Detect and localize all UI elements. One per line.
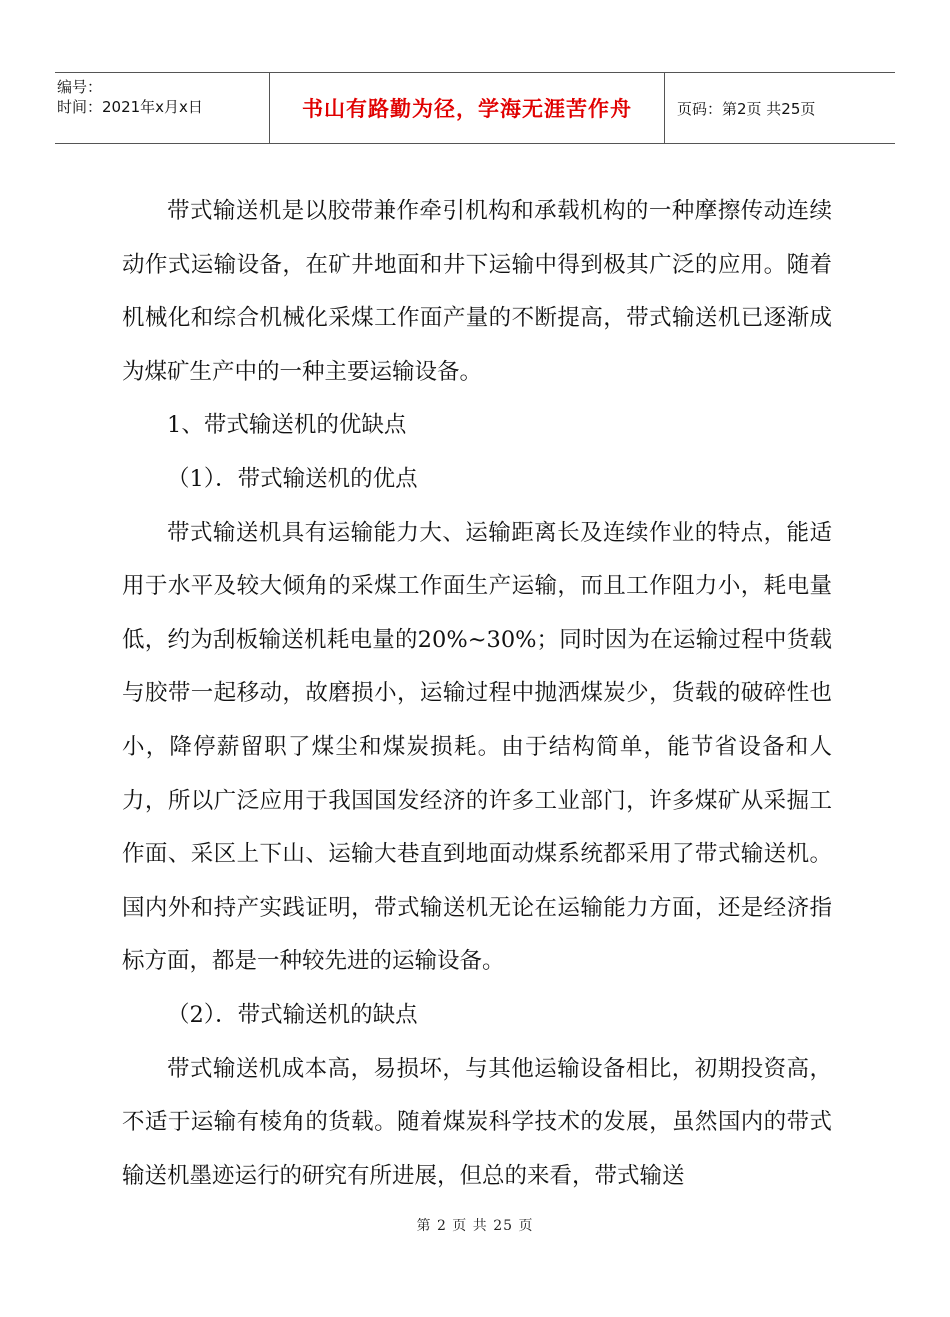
page-header xyxy=(55,72,895,144)
page-footer: 第 2 页 共 25 页 xyxy=(416,1218,534,1234)
subsection-heading-disadvantages: （2）．带式输送机的缺点 xyxy=(167,1001,418,1028)
document-number-label: 编号： xyxy=(57,78,103,96)
subsection-heading-advantages: （1）．带式输送机的优点 xyxy=(167,465,418,492)
paragraph-advantages: 带式输送机具有运输能力大、运输距离长及连续作业的特点，能适用于水平及较大倾角的采煤工作面生产运输，而且工作阻力小，耗电量低，约为刮板输送机耗电量的20%~30%；同时因为在运输过程中货载与胶带一起移动，故磨损小，运输过程中抛洒煤炭少，货载的破碎性也小，降停薪留职了煤尘和煤炭损耗。由于结构简单，能节省设备和人力，所以广泛应用于我国国发经济的许多工业部门，许多煤矿从采掘工作面、采区上下山、运输大巷直到地面动煤系统都采用了带式输送机。国内外和持产实践证明，带式输送机无论在运输能力方面，还是经济指标方面，都是一种较先进的运输设备。 xyxy=(122,519,832,975)
header-page-info: 页码：第2页 共25页 xyxy=(677,99,816,118)
header-motto: 书山有路勤为径，学海无涯苦作舟 xyxy=(302,97,632,121)
section-heading: 1、带式输送机的优缺点 xyxy=(167,412,407,439)
document-time-label: 时间：2021年x月x日 xyxy=(57,98,203,116)
paragraph-disadvantages: 带式输送机成本高，易损坏，与其他运输设备相比，初期投资高，不适于运输有棱角的货载。随着煤炭科学技术的发展，虽然国内的带式输送机墨迹运行的研究有所进展，但总的来看，带式输送 xyxy=(122,1055,832,1189)
document-body xyxy=(122,185,832,1203)
header-motto-cell xyxy=(269,73,665,143)
header-meta xyxy=(55,73,269,143)
paragraph-intro: 带式输送机是以胶带兼作牵引机构和承载机构的一种摩擦传动连续动作式运输设备，在矿井地面和井下运输中得到极其广泛的应用。随着机械化和综合机械化采煤工作面产量的不断提高，带式输送机已逐渐成为煤矿生产中的一种主要运输设备。 xyxy=(122,198,832,385)
